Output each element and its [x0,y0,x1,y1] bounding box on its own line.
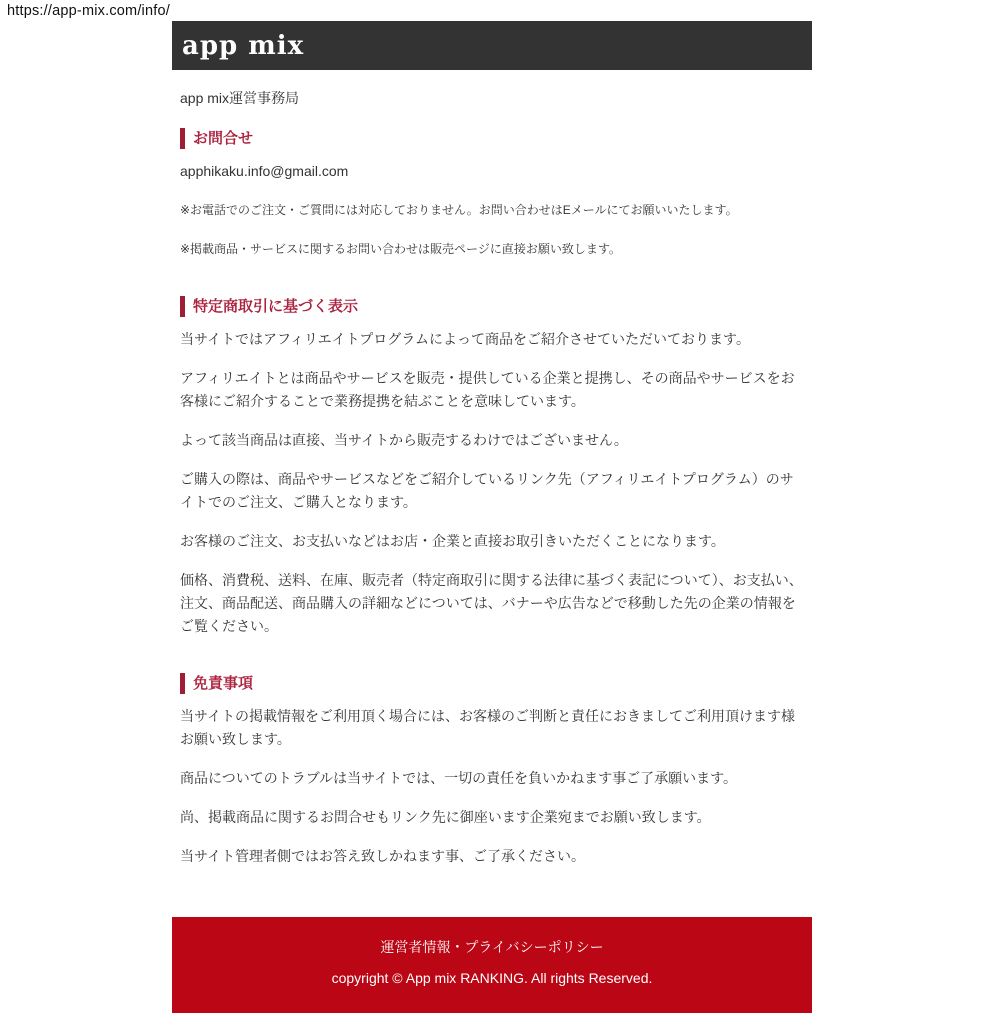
paragraph: 価格、消費税、送料、在庫、販売者（特定商取引に関する法律に基づく表記について）、お支払い、注文、商品配送、商品購入の詳細などについては、バナーや広告などで移動した先の企業の情報をご覧ください。 [180,572,803,634]
content-column [172,21,812,884]
paragraph: 当サイトではアフィリエイトプログラムによって商品をご紹介させていただいております。 [180,331,750,347]
section-heading-contact: お問合せ [180,128,804,149]
paragraph: ご購入の際は、商品やサービスなどをご紹介しているリンク先（アフィリエイトプログラム）のサイトでのご注文、ご購入となります。 [180,471,794,510]
page-url: https://app-mix.com/info/ [7,3,170,19]
paragraph: お客様のご注文、お支払いなどはお店・企業と直接お取引きいただくことになります。 [180,533,725,549]
contact-email: apphikaku.info@gmail.com [180,163,349,179]
site-logo[interactable]: app mix [182,30,305,61]
operator-name: app mix運営事務局 [180,90,300,106]
paragraph: 当サイト管理者側ではお答え致しかねます事、ご了承ください。 [180,848,586,864]
section-heading-commercial-law: 特定商取引に基づく表示 [180,296,804,317]
contact-note: ※お電話でのご注文・ご質問には対応しておりません。お問い合わせはEメールにてお願いいたします。 [180,203,738,217]
copyright-text: copyright © App mix RANKING. All rights Reserved. [331,970,653,986]
paragraph: よって該当商品は直接、当サイトから販売するわけではございません。 [180,432,628,448]
paragraph: アフィリエイトとは商品やサービスを販売・提供している企業と提携し、その商品やサービスをお客様にご紹介することで業務提携を結ぶことを意味しています。 [180,370,795,409]
paragraph: 当サイトの掲載情報をご利用頂く場合には、お客様のご判断と責任におきましてご利用頂けます様お願い致します。 [180,708,796,747]
site-footer [172,917,812,1013]
paragraph: 尚、掲載商品に関するお問合せもリンク先に御座います企業宛までお願い致します。 [180,809,711,825]
contact-note: ※掲載商品・サービスに関するお問い合わせは販売ページに直接お願い致します。 [180,242,621,256]
section-heading-disclaimer: 免責事項 [180,673,804,694]
site-header [172,21,812,70]
main-content [172,87,812,868]
paragraph: 商品についてのトラブルは当サイトでは、一切の責任を負いかねます事ご了承願います。 [180,770,738,786]
footer-privacy-link[interactable]: 運営者情報・プライバシーポリシー [380,939,604,955]
